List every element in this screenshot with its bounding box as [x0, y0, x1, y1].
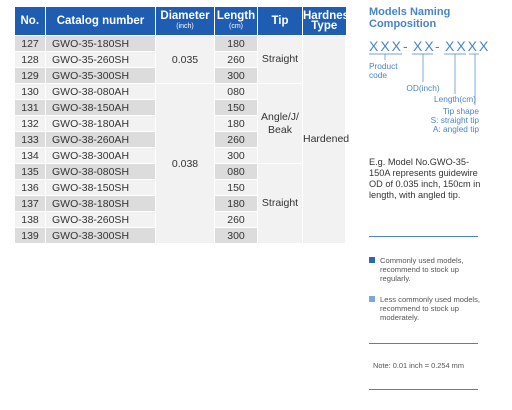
cell-hardness: Hardened [303, 36, 346, 244]
cell-no: 134 [15, 148, 46, 164]
divider [369, 389, 478, 390]
cell-no: 128 [15, 52, 46, 68]
cell-length: 180 [215, 36, 258, 52]
cell-length: 260 [215, 132, 258, 148]
cell-catalog: GWO-38-180SH [46, 196, 156, 212]
cell-length: 180 [215, 116, 258, 132]
cell-length: 300 [215, 228, 258, 244]
cell-catalog: GWO-35-180SH [46, 36, 156, 52]
cell-catalog: GWO-38-080AH [46, 84, 156, 100]
cell-length: 150 [215, 180, 258, 196]
cell-diameter-group: 0.038 [156, 84, 215, 244]
cell-no: 139 [15, 228, 46, 244]
table-row [15, 84, 346, 100]
cell-no: 138 [15, 212, 46, 228]
label-tip-shape: Tip shape [442, 106, 479, 116]
cell-length: 260 [215, 52, 258, 68]
cell-no: 133 [15, 132, 46, 148]
cell-catalog: GWO-38-300AH [46, 148, 156, 164]
divider [369, 236, 478, 237]
pattern-dash: - [403, 38, 410, 54]
cell-catalog: GWO-35-300SH [46, 68, 156, 84]
header-length: Length (cm) [215, 7, 258, 36]
cell-length: 150 [215, 100, 258, 116]
pattern-dash: - [435, 38, 442, 54]
naming-title: Models Naming Composition [369, 6, 451, 30]
cell-length: 080 [215, 164, 258, 180]
example-text: E.g. Model No.GWO-35-150A represents guidewire OD of 0.035 inch, 150cm in length, with angled tip. [369, 157, 481, 200]
cell-no: 129 [15, 68, 46, 84]
header-hardness: Hardness Type [303, 7, 346, 36]
cell-length: 300 [215, 68, 258, 84]
cell-no: 136 [15, 180, 46, 196]
unit-note: Note: 0.01 inch = 0.254 mm [373, 361, 464, 370]
cell-no: 132 [15, 116, 46, 132]
pattern-od: XX [413, 38, 436, 54]
cell-catalog: GWO-38-080SH [46, 164, 156, 180]
cell-diameter-group: 0.035 [156, 36, 215, 84]
cell-catalog: GWO-38-300SH [46, 228, 156, 244]
cell-catalog: GWO-38-150SH [46, 180, 156, 196]
legend-swatch-dark [369, 257, 375, 263]
label-straight-tip: S: straight tip [430, 115, 479, 125]
cell-no: 130 [15, 84, 46, 100]
cell-tip-group: Straight [258, 36, 303, 84]
legend-swatch-light [369, 296, 375, 302]
cell-no: 135 [15, 164, 46, 180]
cell-tip-group: Straight [258, 164, 303, 244]
label-product-code: code [369, 70, 387, 80]
divider [369, 343, 478, 344]
cell-tip-group: Angle/J/ Beak [258, 84, 303, 164]
label-length: Length(cm) [434, 94, 476, 104]
cell-no: 131 [15, 100, 46, 116]
label-angled-tip: A: angled tip [432, 124, 479, 134]
legend-less-common: Less commonly used models, recommend to stock up moderately. [369, 295, 481, 322]
header-no: No. [15, 7, 46, 36]
label-product-code: Product [369, 61, 398, 71]
cell-no: 127 [15, 36, 46, 52]
cell-no: 137 [15, 196, 46, 212]
label-od: OD(inch) [406, 83, 440, 93]
legend-common: Commonly used models, recommend to stock up regularly. [369, 256, 481, 283]
cell-length: 300 [215, 148, 258, 164]
cell-catalog: GWO-38-260SH [46, 212, 156, 228]
cell-catalog: GWO-38-180AH [46, 116, 156, 132]
table-row [15, 36, 346, 52]
header-catalog: Catalog number [46, 7, 156, 36]
cell-catalog: GWO-38-150AH [46, 100, 156, 116]
cell-catalog: GWO-38-260AH [46, 132, 156, 148]
naming-diagram [369, 36, 491, 142]
cell-length: 080 [215, 84, 258, 100]
cell-catalog: GWO-35-260SH [46, 52, 156, 68]
header-tip: Tip [258, 7, 303, 36]
table-header-row [15, 7, 346, 36]
cell-length: 260 [215, 212, 258, 228]
spec-table [14, 7, 356, 244]
pattern-length-tip: XXXX [445, 38, 491, 54]
pattern-product: XXX [369, 38, 404, 54]
cell-length: 180 [215, 196, 258, 212]
header-diameter: Diameter (inch) [156, 7, 215, 36]
